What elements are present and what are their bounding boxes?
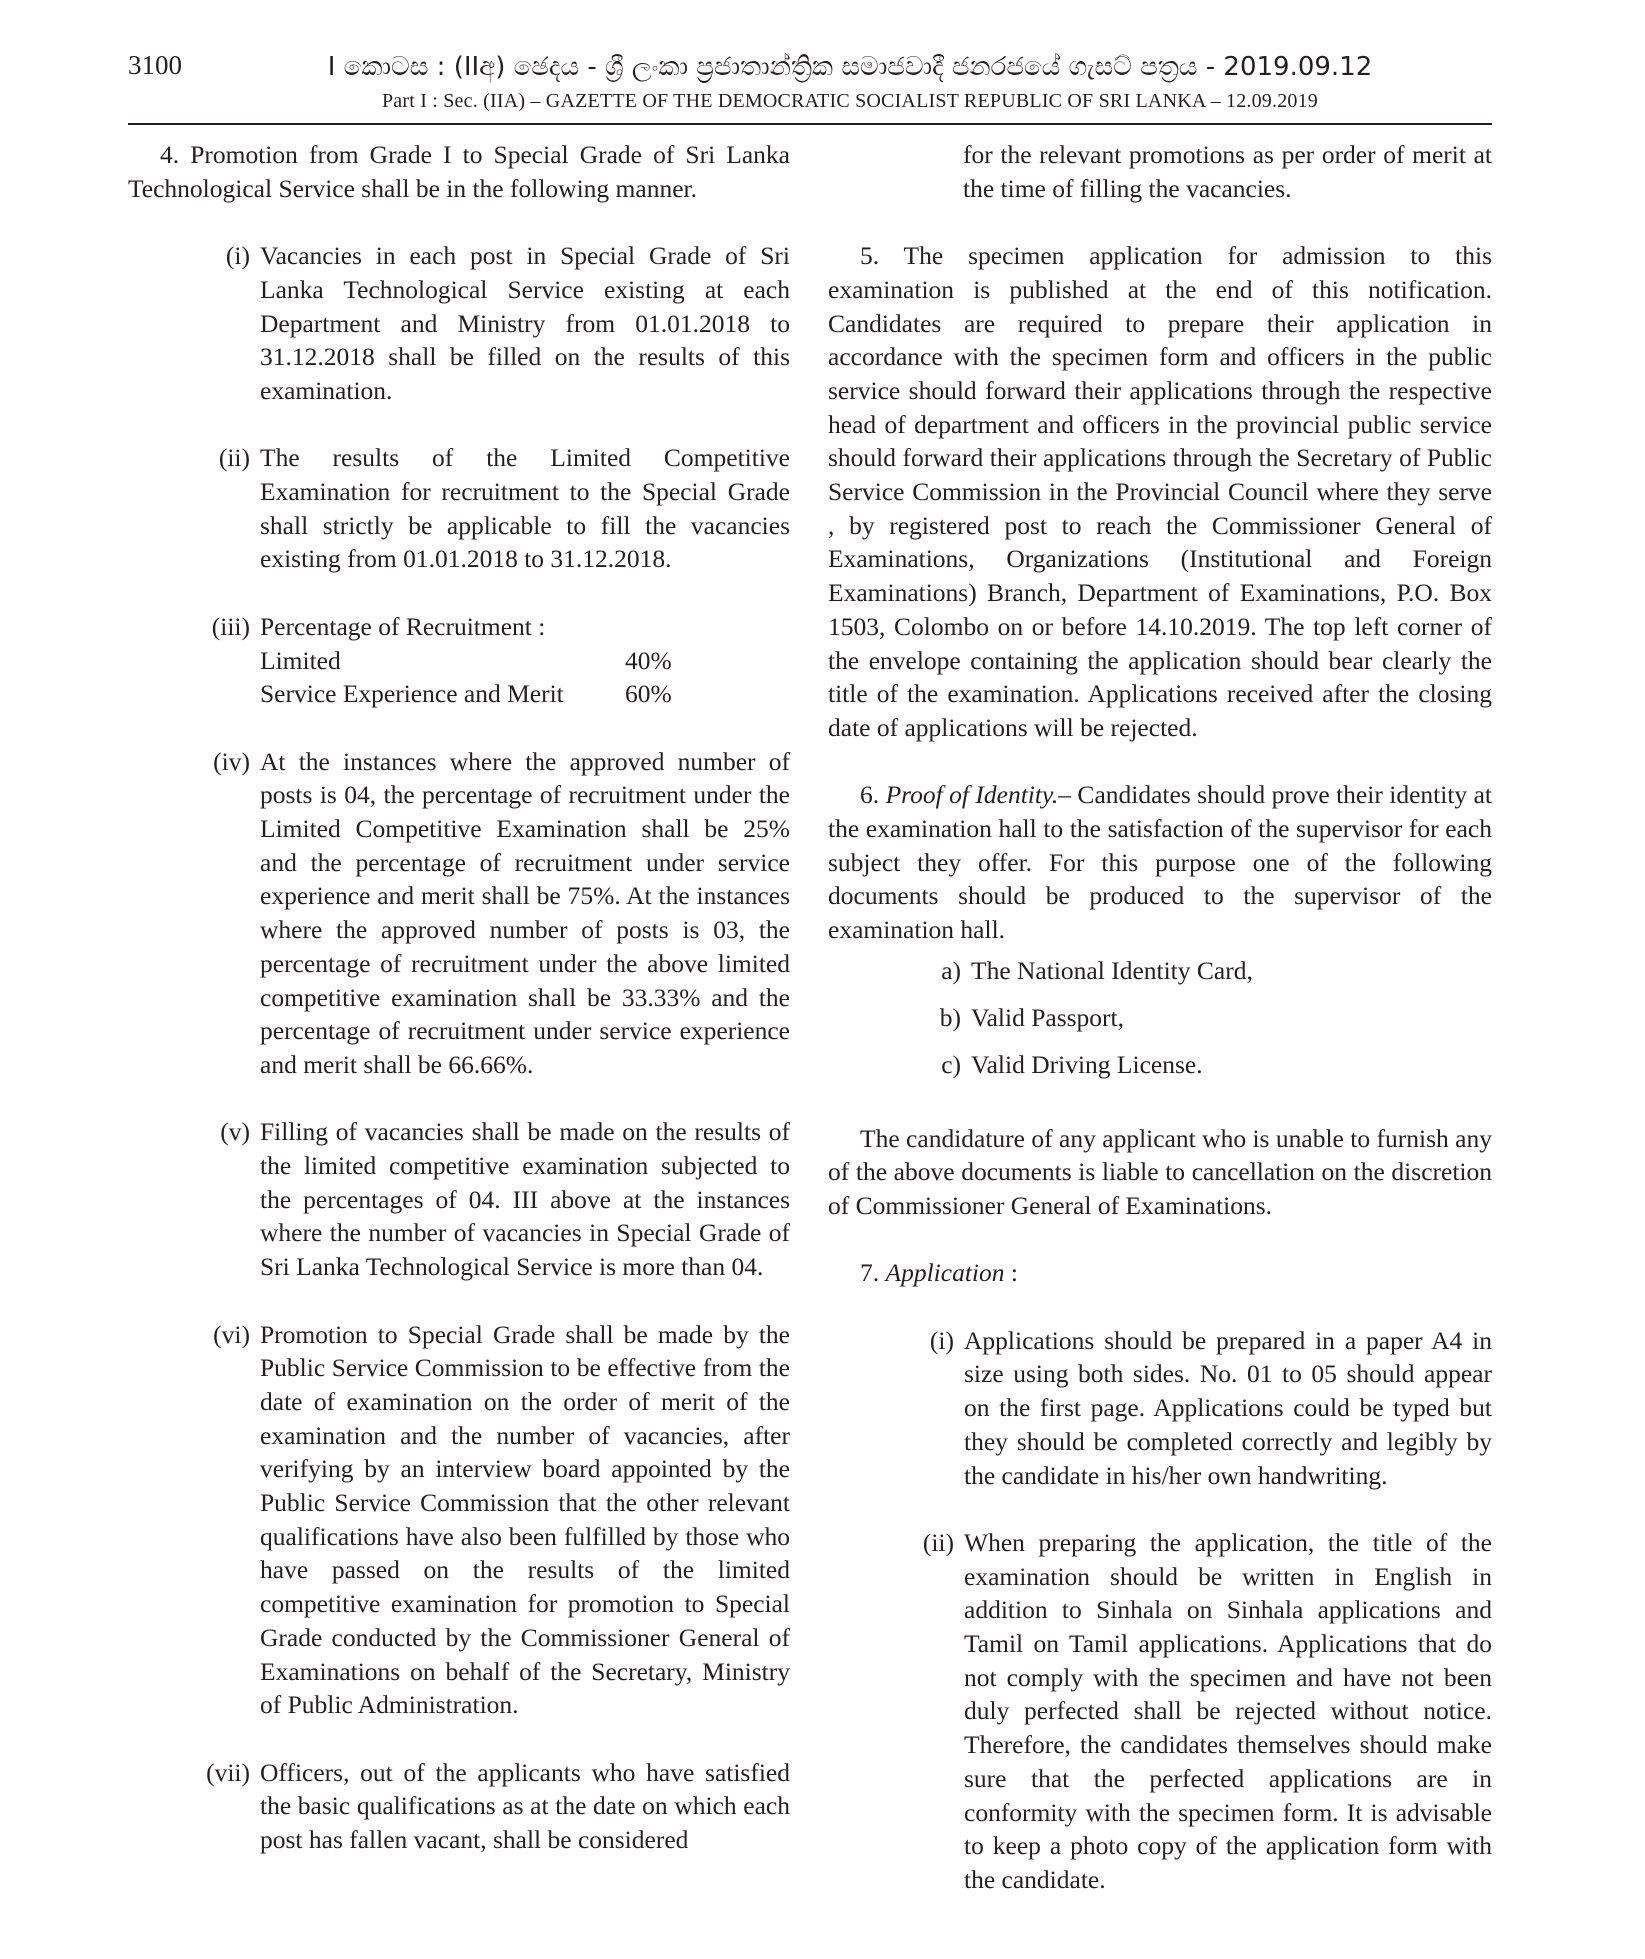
page-number: 3100	[128, 50, 182, 80]
item-text: Promotion to Special Grade shall be made by the Public Service Commission to be effective from the date of examination on the order of merit of the examination and the number of vacancies, after verifying by an interview board appointed by the Public Service Commission that the other relevant qualifications have also been fulfilled by those who have passed on the results of the limited competitive examination for promotion to Special Grade conducted by the Commissioner General of Examinations on behalf of the Secretary, Ministry of Public Administration.	[260, 1319, 790, 1720]
list-item	[890, 1324, 1492, 1493]
item-number: (i)	[225, 241, 250, 271]
list-item	[190, 745, 790, 1082]
section-6-paragraph	[828, 778, 1492, 947]
item-number: (v)	[220, 1117, 250, 1147]
section-7-title: Application	[885, 1258, 1005, 1288]
header-part-number: I :	[415, 90, 444, 112]
list-item	[190, 1115, 790, 1284]
header-part-label: Part	[381, 90, 416, 112]
section-6-text: – Candidates should prove their identity at the examination hall to the satisfaction of the supervisor for each subject they offer. For this purpose one of the following documents should be produced to the supervisor of the examination hall.	[828, 780, 1492, 945]
item-text: Officers, out of the applicants who have satisfied the basic qualifications as at the date on which each post has fallen vacant, shall be considered	[260, 1757, 790, 1855]
percentage-row	[260, 677, 790, 711]
list-item	[890, 1526, 1492, 1897]
percentage-value: 60%	[625, 679, 672, 709]
item-number: (vii)	[206, 1757, 250, 1787]
list-item	[923, 947, 1492, 994]
right-column	[828, 138, 1492, 1897]
item-letter: a)	[941, 955, 961, 985]
item-text: The National Identity Card,	[971, 955, 1253, 985]
percentage-label: Limited	[260, 645, 341, 675]
item-text: Applications should be prepared in a paper A4 in size using both sides. No. 01 to 05 should appear on the first page. Applications could be typed but they should be completed correctly and legibly by the candidate in his/her own handwriting.	[964, 1325, 1492, 1490]
header-divider	[128, 123, 1492, 125]
header-sec-label: Sec.	[443, 90, 478, 112]
percentage-value: 40%	[625, 645, 672, 675]
item-letter: b)	[939, 1002, 961, 1032]
item-number: (iii)	[211, 611, 250, 641]
list-item	[190, 1756, 790, 1857]
continuation-text: for the relevant promotions as per order of merit at the time of filling the vacancies.	[963, 140, 1492, 203]
item-text: Vacancies in each post in Special Grade of Sri Lanka Technological Service existing at each Department and Ministry from 01.01.2018 to 31.12.2018 shall be filled on the results of this examination.	[260, 241, 790, 405]
item-letter: c)	[941, 1049, 961, 1079]
item-number: (iv)	[213, 746, 250, 776]
header-sinhala-title: I කොටස : (IIඅ) ඡෙදය - ශ්‍රී ලංකා ප්‍රජාතාන්ත්‍රික සමාජවාදී ජනරජයේ ගැසට් පත්‍රය - 2019.09.12	[327, 52, 1373, 82]
section-6-number: 6.	[860, 780, 880, 810]
item-text: The results of the Limited Competitive Examination for recruitment to the Special Grade shall strictly be applicable to fill the vacancies existing from 01.01.2018 to 31.12.2018.	[260, 443, 790, 574]
item-text: At the instances where the approved number of posts is 04, the percentage of recruitment under the Limited Competitive Examination shall be 25% and the percentage of recruitment under service experience and merit shall be 75%. At the instances where the approved number of posts is 03, the percentage of recruitment under the above limited competitive examination shall be 33.33% and the percentage of recruitment under service experience and merit shall be 66.66%.	[260, 746, 790, 1079]
section-7-heading	[828, 1256, 1492, 1290]
list-item	[190, 1318, 790, 1722]
item-text	[260, 610, 790, 711]
identity-documents-list	[923, 947, 1492, 1088]
left-column	[128, 138, 790, 1857]
item-number: (ii)	[218, 443, 250, 473]
list-item	[923, 1041, 1492, 1088]
item-text: When preparing the application, the title of the examination should be written in English in addition to Sinhala on Sinhala applications and Tamil on Tamil applications. Applications that do not comply with the specimen and have not been duly perfected shall be rejected without notice. Therefore, the candidates themselves should make sure that the perfected applications are in conformity with the specimen form. It is advisable to keep a photo copy of the application form with the candidate.	[964, 1527, 1492, 1894]
list-item	[190, 610, 790, 711]
section-6-title: Proof of Identity.	[885, 780, 1059, 810]
section-4-intro: 4. Promotion from Grade I to Special Grade of Sri Lanka Technological Service shall be in the following manner.	[128, 140, 790, 203]
item-text: Filling of vacancies shall be made on the results of the limited competitive examination subjected to the percentages of 04. III above at the instances where the number of vacancies in Special Grade of Sri Lanka Technological Service is more than 04.	[260, 1117, 790, 1282]
item-text: Valid Driving License.	[971, 1049, 1203, 1079]
percentage-row	[260, 644, 790, 678]
item-number: (ii)	[922, 1527, 954, 1557]
item-text: Valid Passport,	[971, 1002, 1124, 1032]
section-7-colon: :	[1004, 1258, 1018, 1288]
list-item	[190, 441, 790, 576]
header-english-title	[300, 90, 1400, 113]
list-item	[923, 994, 1492, 1041]
list-item	[190, 239, 790, 408]
percentage-label: Service Experience and Merit	[260, 679, 564, 709]
item-number: (i)	[929, 1325, 954, 1355]
section-7-number: 7.	[860, 1258, 880, 1288]
section-5-paragraph: 5. The specimen application for admission to this examination is published at the end of this notification. Candidates are required to prepare their application in accordance with the specimen form and officers in the public service should forward their applications through the respective head of department and officers in the provincial public service should forward their applications through the Secretary of Public Service Commission in the Provincial Council where they serve , by registered post to reach the Commissioner General of Examinations, Organizations (Institutional and Foreign Examinations) Branch, Department of Examinations, P.O. Box 1503, Colombo on or before 14.10.2019. The top left corner of the envelope containing the application should bear clearly the title of the examination. Applications received after the closing date of applications will be rejected.	[828, 241, 1492, 742]
item-number: (vi)	[213, 1319, 250, 1349]
header-gazette-name: (IIA) – GAZETTE OF THE DEMOCRATIC SOCIALIST REPUBLIC OF SRI LANKA – 12.09.2019	[477, 90, 1318, 112]
candidature-paragraph: The candidature of any applicant who is unable to furnish any of the above documents is liable to cancellation on the discretion of Commissioner General of Examinations.	[828, 1123, 1492, 1220]
percentage-heading: Percentage of Recruitment :	[260, 611, 546, 641]
